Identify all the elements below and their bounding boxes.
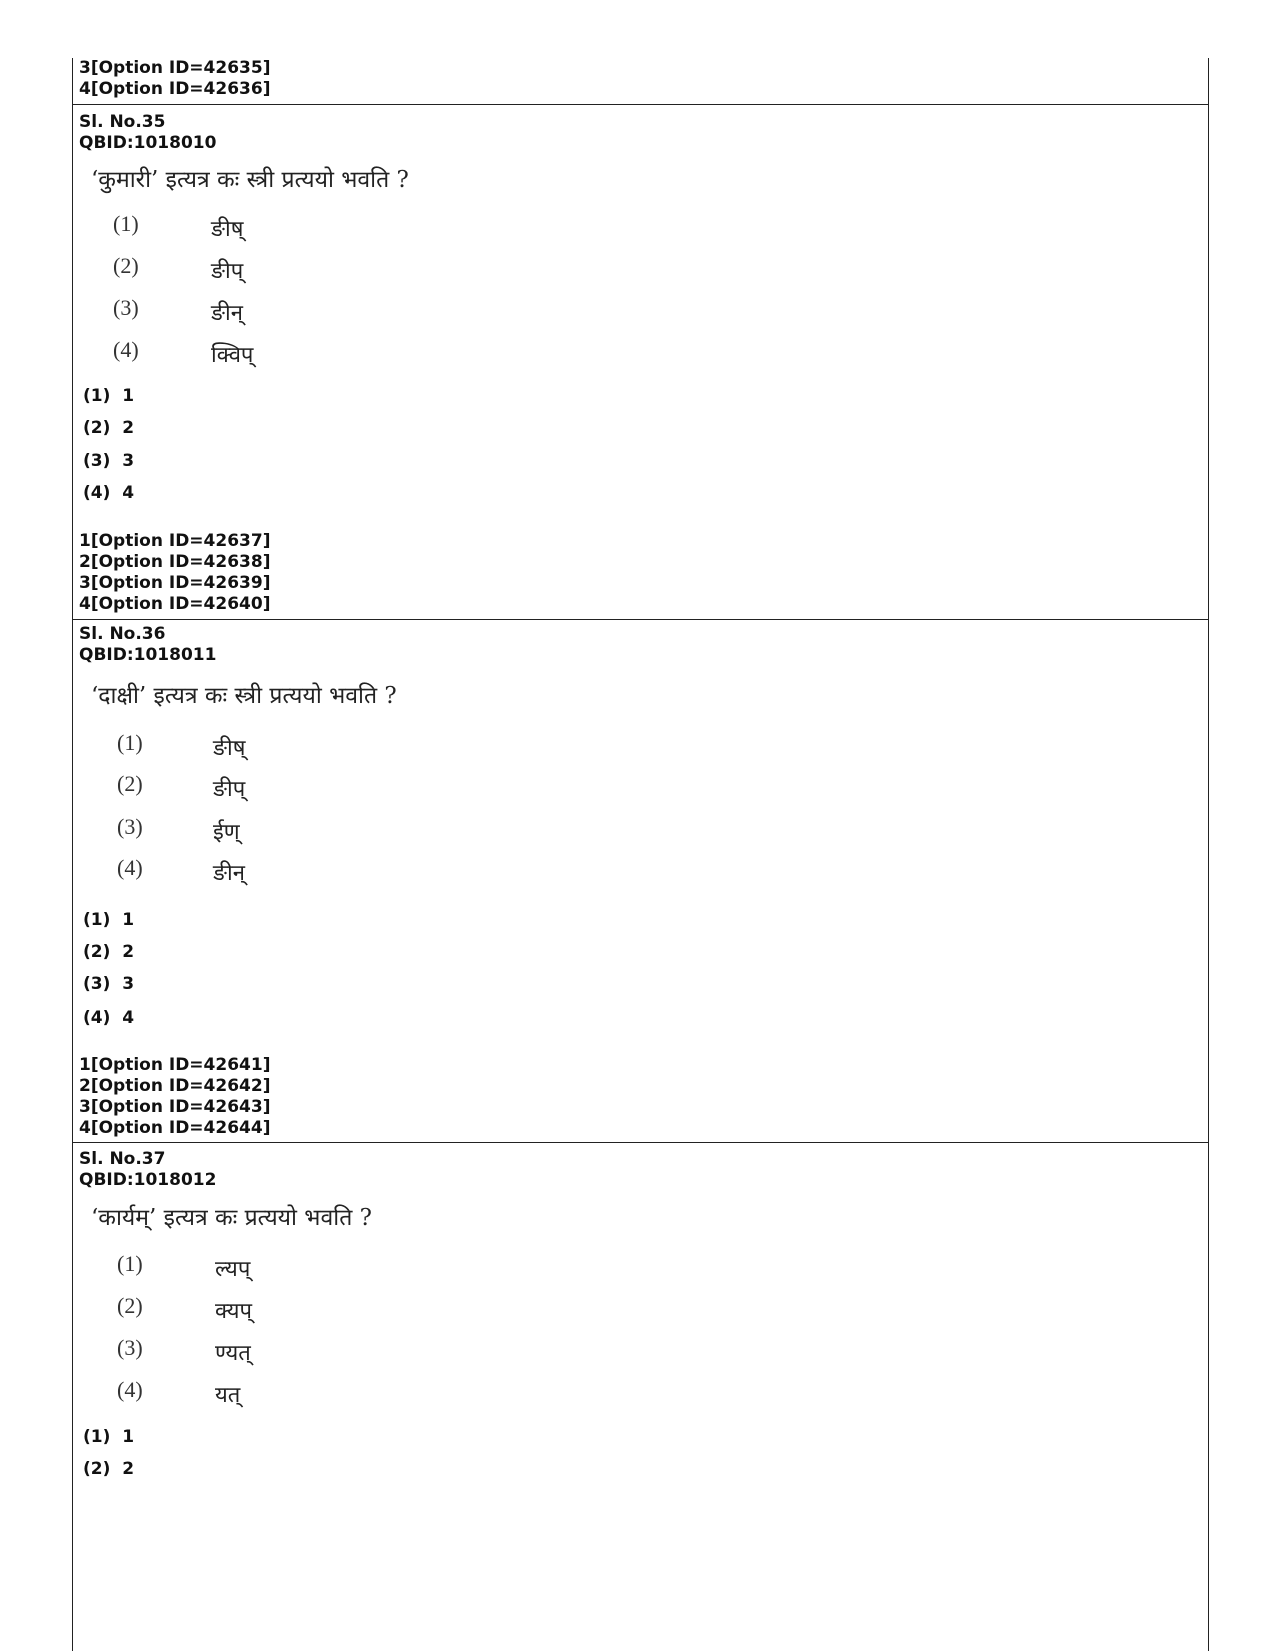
option-number: (3)	[117, 1335, 143, 1360]
serial-number: Sl. No.37	[79, 1149, 166, 1169]
option-id: 2[Option ID=42638]	[79, 552, 271, 572]
question-header	[79, 112, 216, 154]
option-text: ङीन्	[211, 301, 243, 326]
answer-choice: (3) 3	[83, 451, 135, 471]
option-number: (4)	[117, 855, 143, 880]
option-number: (4)	[117, 1377, 143, 1402]
option-text: क्यप्	[215, 1299, 253, 1324]
option-id: 3[Option ID=42635]	[79, 58, 271, 78]
option-text: ङीष्	[211, 217, 244, 242]
option-number: (2)	[117, 1293, 143, 1318]
section-divider	[73, 619, 1208, 620]
option-text: ङीप्	[211, 259, 244, 284]
question-text: ‘कार्यम्’ इत्यत्र कः प्रत्ययो भवति ?	[91, 1205, 372, 1231]
option-text: ङीष्	[213, 736, 246, 761]
question-header	[79, 1149, 216, 1191]
option-id-list	[79, 1055, 270, 1139]
option-text: ईण्	[213, 820, 240, 845]
option-id: 1[Option ID=42637]	[79, 531, 271, 551]
answer-choice: (3) 3	[83, 974, 135, 994]
option-id: 3[Option ID=42639]	[79, 573, 271, 593]
option-id: 4[Option ID=42640]	[79, 594, 271, 614]
option-number: (4)	[113, 337, 139, 362]
option-id-list	[79, 531, 270, 615]
document-page	[72, 58, 1209, 1651]
option-number: (3)	[117, 814, 143, 839]
qbid: QBID:1018010	[79, 133, 217, 153]
answer-choice: (2) 2	[83, 418, 135, 438]
qbid: QBID:1018011	[79, 645, 217, 665]
option-id: 2[Option ID=42642]	[79, 1076, 271, 1096]
option-number: (1)	[113, 211, 139, 236]
section-divider	[73, 104, 1208, 105]
answer-choice: (1) 1	[83, 910, 135, 930]
option-text: ल्यप्	[215, 1257, 251, 1282]
answer-choice: (1) 1	[83, 386, 135, 406]
answer-choice: (4) 4	[83, 483, 135, 503]
answer-choice: (2) 2	[83, 1459, 135, 1479]
option-number: (1)	[117, 730, 143, 755]
option-number: (1)	[117, 1251, 143, 1276]
serial-number: Sl. No.35	[79, 112, 166, 132]
answer-choice: (2) 2	[83, 942, 135, 962]
option-number: (3)	[113, 295, 139, 320]
section-divider	[73, 1142, 1208, 1143]
option-id: 1[Option ID=42641]	[79, 1055, 271, 1075]
option-text: ङीप्	[213, 777, 246, 802]
option-id: 4[Option ID=42636]	[79, 79, 271, 99]
option-number: (2)	[117, 771, 143, 796]
option-text: यत्	[215, 1383, 241, 1408]
option-number: (2)	[113, 253, 139, 278]
option-id: 3[Option ID=42643]	[79, 1097, 271, 1117]
option-text: ङीन्	[213, 861, 245, 886]
option-text: क्विप्	[211, 343, 254, 368]
option-id-list	[79, 58, 270, 100]
option-text: ण्यत्	[215, 1341, 251, 1366]
qbid: QBID:1018012	[79, 1170, 217, 1190]
question-text: ‘दाक्षी’ इत्यत्र कः स्त्री प्रत्ययो भवति ?	[91, 683, 397, 709]
question-text: ‘कुमारी’ इत्यत्र कः स्त्री प्रत्ययो भवति ?	[91, 167, 409, 193]
serial-number: Sl. No.36	[79, 624, 166, 644]
answer-choice: (1) 1	[83, 1427, 135, 1447]
option-id: 4[Option ID=42644]	[79, 1118, 271, 1138]
answer-choice: (4) 4	[83, 1008, 135, 1028]
question-header	[79, 624, 216, 666]
